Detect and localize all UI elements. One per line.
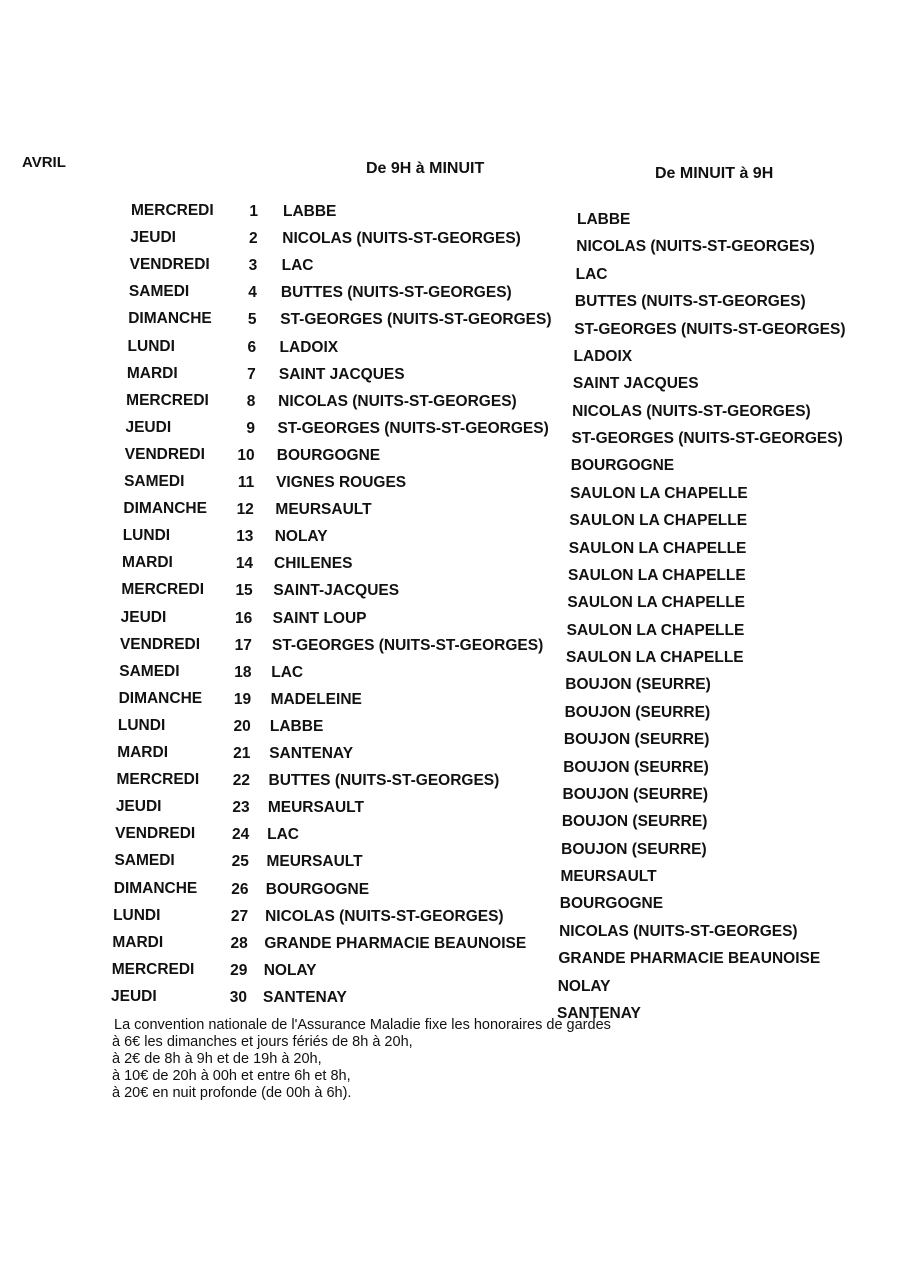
day-pharmacy-cell: LAC [281,257,314,275]
day-pharmacy-cell: SAINT LOUP [272,609,367,627]
table-row [0,527,900,557]
table-row [0,662,900,694]
weekday-cell: MERCREDI [131,202,214,219]
table-row [0,418,900,448]
weekday-cell: VENDREDI [115,825,196,843]
weekday-cell: JEUDI [120,608,167,626]
night-pharmacy-cell: SAULON LA CHAPELLE [569,512,748,530]
weekday-cell: MERCREDI [126,391,209,409]
day-number-cell: 5 [247,311,257,329]
day-number-cell: 21 [233,745,251,763]
day-pharmacy-cell: LABBE [283,203,337,220]
weekday-cell: VENDREDI [119,635,201,653]
weekday-cell: DIMANCHE [113,879,198,897]
night-pharmacy-cell: GRANDE PHARMACIE BEAUNOISE [558,950,821,968]
day-number-cell: 26 [231,880,249,898]
night-pharmacy-cell: BOURGOGNE [559,895,664,913]
day-number-cell: 23 [232,799,250,817]
night-pharmacy-cell: NICOLAS (NUITS-ST-GEORGES) [576,238,815,256]
weekday-cell: MARDI [126,364,178,382]
table-row [0,906,900,940]
day-number-cell: 22 [232,772,251,790]
night-pharmacy-cell: NICOLAS (NUITS-ST-GEORGES) [559,922,798,940]
weekday-cell: LUNDI [113,906,161,924]
table-row [0,229,900,255]
table-row [0,933,900,968]
table-row [0,554,900,584]
weekday-cell: DIMANCHE [123,500,207,518]
table-row [0,256,900,282]
fee-note [112,1017,611,1102]
night-pharmacy-cell: SANTENAY [557,1005,641,1022]
weekday-cell: MERCREDI [111,960,195,978]
day-number-cell: 28 [230,934,248,952]
table-row [0,988,900,1022]
day-pharmacy-cell: ST-GEORGES (NUITS-ST-GEORGES) [277,419,549,437]
month-title: AVRIL [22,154,66,171]
day-number-cell: 7 [247,365,256,383]
day-number-cell: 29 [230,961,248,979]
table-row [0,500,900,530]
day-pharmacy-cell: SAINT-JACQUES [273,582,400,600]
day-pharmacy-cell: ST-GEORGES (NUITS-ST-GEORGES) [280,311,552,329]
day-number-cell: 27 [230,907,249,925]
weekday-cell: VENDREDI [124,445,205,463]
fee-note-line: à 6€ les dimanches et jours fériés de 8h à 20h, [112,1034,413,1050]
day-pharmacy-cell: BOURGOGNE [276,446,381,464]
table-row [0,392,900,418]
day-pharmacy-cell: MEURSAULT [266,853,363,871]
fee-note-line: à 2€ de 8h à 9h et de 19h à 20h, [112,1051,322,1067]
day-pharmacy-cell: BUTTES (NUITS-ST-GEORGES) [280,284,512,302]
weekday-cell: SAMEDI [124,473,185,491]
day-pharmacy-cell: SANTENAY [269,745,354,763]
night-pharmacy-cell: MEURSAULT [560,868,657,886]
day-number-cell: 24 [232,826,250,844]
weekday-cell: LUNDI [122,527,171,545]
day-number-cell: 12 [236,501,254,519]
night-pharmacy-cell: SAULON LA CHAPELLE [567,594,746,612]
weekday-cell: MERCREDI [116,771,200,789]
day-number-cell: 6 [247,338,257,356]
day-pharmacy-cell: NICOLAS (NUITS-ST-GEORGES) [265,907,504,925]
table-row [0,635,900,667]
weekday-cell: JEUDI [111,988,157,1005]
day-number-cell: 15 [235,582,253,600]
day-pharmacy-cell: SAINT JACQUES [278,365,405,383]
night-pharmacy-cell: BOUJON (SEURRE) [564,703,711,721]
weekday-cell: DIMANCHE [118,689,203,707]
day-number-cell: 20 [233,717,251,735]
day-number-cell: 18 [234,663,252,681]
weekday-cell: MARDI [112,933,164,951]
table-row [0,283,900,309]
day-pharmacy-cell: NOLAY [274,528,328,546]
day-pharmacy-cell: MEURSAULT [267,799,364,817]
night-pharmacy-cell: BOUJON (SEURRE) [561,840,707,858]
day-number-cell: 2 [248,230,258,248]
night-pharmacy-cell: SAULON LA CHAPELLE [565,649,744,667]
day-pharmacy-cell: SANTENAY [263,989,347,1006]
day-pharmacy-cell: BUTTES (NUITS-ST-GEORGES) [268,772,500,790]
fee-note-line: à 20€ en nuit profonde (de 00h à 6h). [112,1085,352,1101]
night-pharmacy-cell: LADOIX [573,347,633,365]
night-pharmacy-cell: SAULON LA CHAPELLE [570,484,748,502]
day-shift-header: De 9H à MINUIT [366,160,485,177]
table-row [0,338,900,364]
weekday-cell: MARDI [117,744,169,762]
day-number-cell: 3 [248,257,258,275]
night-pharmacy-cell: BOUJON (SEURRE) [563,758,709,776]
table-row [0,473,900,502]
weekday-cell: JEUDI [115,798,162,816]
weekday-cell: MARDI [122,554,173,572]
day-number-cell: 1 [249,203,258,220]
day-pharmacy-cell: LAC [271,663,304,681]
day-pharmacy-cell: LADOIX [279,338,339,356]
day-number-cell: 13 [236,528,254,546]
weekday-cell: DIMANCHE [128,310,212,328]
day-number-cell: 16 [235,609,253,627]
day-pharmacy-cell: NICOLAS (NUITS-ST-GEORGES) [278,392,517,410]
table-row [0,960,900,995]
night-pharmacy-cell: SAULON LA CHAPELLE [568,566,746,584]
night-pharmacy-cell: SAULON LA CHAPELLE [568,539,747,557]
night-pharmacy-cell: BUTTES (NUITS-ST-GEORGES) [574,293,806,311]
table-row [0,608,900,639]
weekday-cell: LUNDI [117,716,166,734]
day-pharmacy-cell: VIGNES ROUGES [276,474,407,492]
night-pharmacy-cell: BOUJON (SEURRE) [562,785,709,803]
day-pharmacy-cell: ST-GEORGES (NUITS-ST-GEORGES) [271,636,544,654]
table-row [0,716,900,749]
night-pharmacy-cell: LAC [575,265,608,283]
fee-note-line: à 10€ de 20h à 00h et entre 6h et 8h, [112,1068,351,1084]
night-pharmacy-cell: ST-GEORGES (NUITS-ST-GEORGES) [574,320,846,338]
day-number-cell: 25 [231,853,249,871]
night-shift-header: De MINUIT à 9H [655,165,774,182]
day-number-cell: 11 [237,474,255,492]
day-number-cell: 9 [246,419,255,437]
night-pharmacy-cell: BOUJON (SEURRE) [565,676,711,694]
night-pharmacy-cell: LABBE [577,211,631,228]
fee-note-line: La convention nationale de l'Assurance Maladie fixe les honoraires de gardes [114,1017,611,1033]
night-pharmacy-cell: BOURGOGNE [570,457,675,475]
table-row [0,202,900,228]
day-pharmacy-cell: CHILENES [274,555,353,573]
day-pharmacy-cell: MADELEINE [270,690,362,708]
day-pharmacy-cell: NICOLAS (NUITS-ST-GEORGES) [282,230,521,248]
day-pharmacy-cell: NOLAY [263,961,317,979]
weekday-cell: VENDREDI [129,256,210,274]
table-row [0,825,900,858]
night-pharmacy-cell: ST-GEORGES (NUITS-ST-GEORGES) [571,430,843,448]
table-row [0,445,900,475]
table-row [0,581,900,612]
weekday-cell: MERCREDI [121,581,205,599]
day-number-cell: 14 [235,555,254,573]
table-row [0,771,900,803]
weekday-cell: JEUDI [125,418,172,436]
night-pharmacy-cell: BOUJON (SEURRE) [561,813,708,831]
day-number-cell: 4 [248,284,257,302]
weekday-cell: LUNDI [127,337,175,355]
day-pharmacy-cell: LABBE [269,717,324,735]
weekday-cell: SAMEDI [128,283,190,301]
night-pharmacy-cell: NOLAY [557,977,611,995]
night-pharmacy-cell: SAINT JACQUES [572,375,699,393]
day-pharmacy-cell: MEURSAULT [275,501,372,519]
day-pharmacy-cell: BOURGOGNE [265,880,370,898]
day-number-cell: 10 [237,446,255,464]
table-row [0,365,900,391]
day-pharmacy-cell: LAC [267,826,299,844]
night-pharmacy-cell: NICOLAS (NUITS-ST-GEORGES) [572,402,811,420]
day-number-cell: 30 [229,989,247,1006]
table-row [0,310,900,336]
table-row [0,744,900,776]
day-number-cell: 8 [246,392,256,410]
weekday-cell: JEUDI [130,229,176,247]
day-pharmacy-cell: GRANDE PHARMACIE BEAUNOISE [264,934,527,952]
weekday-cell: SAMEDI [119,662,180,680]
table-row [0,798,900,831]
table-row [0,689,900,721]
night-pharmacy-cell: BOUJON (SEURRE) [563,731,710,749]
day-number-cell: 19 [233,690,252,708]
night-pharmacy-cell: SAULON LA CHAPELLE [566,621,745,639]
table-row [0,852,900,886]
weekday-cell: SAMEDI [114,852,175,870]
day-number-cell: 17 [234,636,252,654]
table-row [0,879,900,913]
